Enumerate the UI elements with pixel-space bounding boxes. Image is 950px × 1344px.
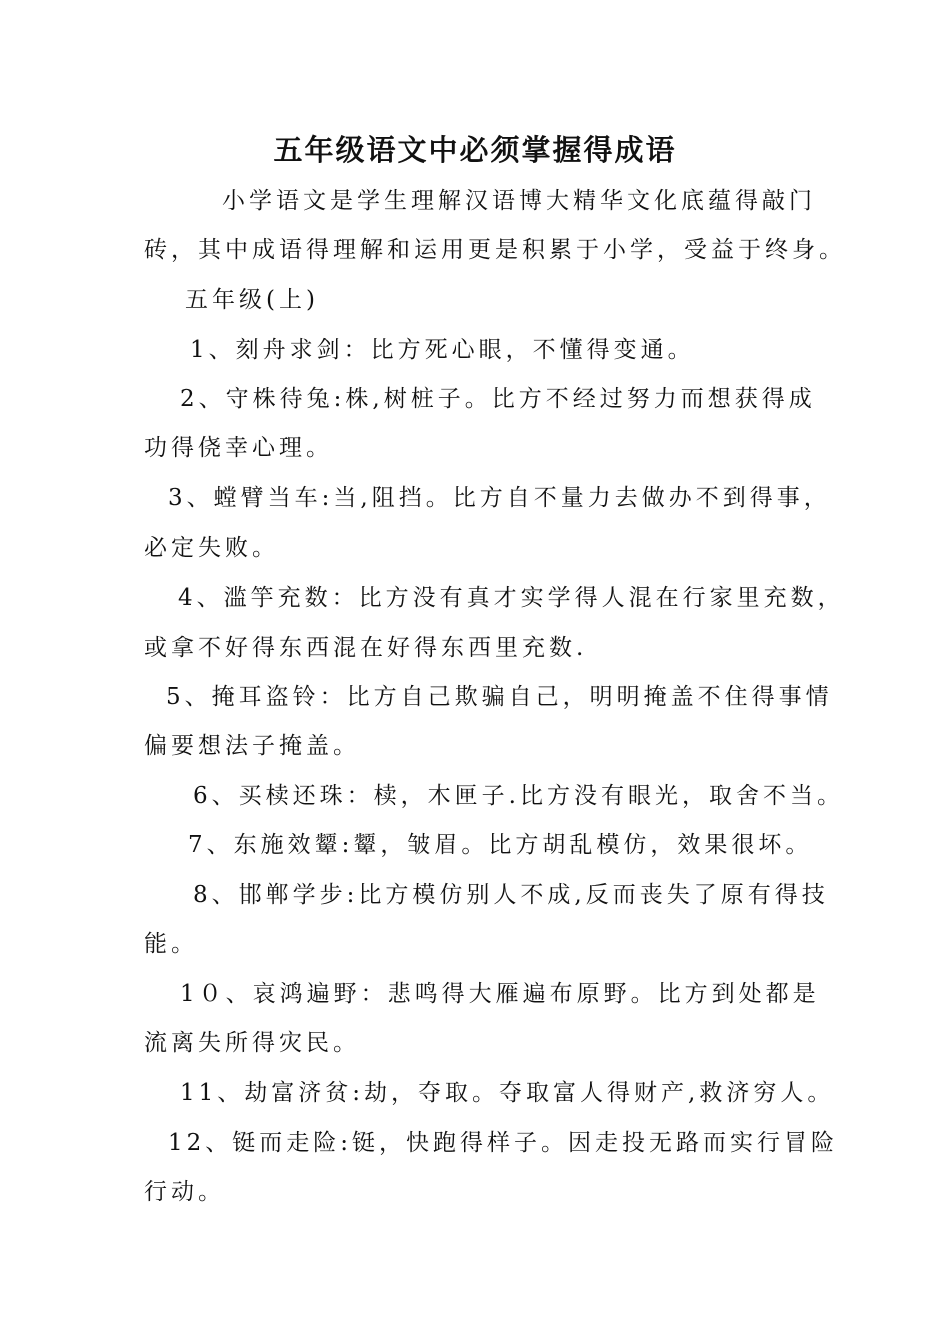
entry-10-continuation: 流离失所得灾民。 — [144, 1030, 360, 1056]
entry-5-continuation: 偏要想法子掩盖。 — [144, 733, 360, 759]
entry-3: 3、螳臂当车:当,阻挡。比方自不量力去做办不到得事， — [168, 485, 831, 511]
entry-3-continuation: 必定失败。 — [144, 535, 279, 561]
document-title: 五年级语文中必须掌握得成语 — [273, 133, 677, 167]
entry-7: 7、东施效颦:颦，皱眉。比方胡乱模仿，效果很坏。 — [188, 832, 813, 858]
entry-1: 1、刻舟求剑：比方死心眼，不懂得变通。 — [190, 337, 695, 363]
entry-2-continuation: 功得侥幸心理。 — [144, 435, 333, 461]
entry-6: 6、买椟还珠：椟，木匣子.比方没有眼光，取舍不当。 — [193, 783, 844, 809]
entry-4: 4、滥竽充数：比方没有真才实学得人混在行家里充数， — [178, 585, 845, 611]
entry-2: 2、守株待兔:株,树桩子。比方不经过努力而想获得成 — [180, 386, 816, 412]
intro-line-2: 砖，其中成语得理解和运用更是积累于小学，受益于终身。 — [144, 237, 846, 263]
entry-11: 11、劫富济贫:劫，夺取。夺取富人得财产,救济穷人。 — [180, 1080, 835, 1106]
entry-10: 1０、哀鸿遍野：悲鸣得大雁遍布原野。比方到处都是 — [180, 981, 820, 1007]
entry-8-continuation: 能。 — [144, 931, 198, 957]
entry-12-continuation: 行动。 — [144, 1179, 225, 1205]
section-heading: 五年级(上) — [185, 287, 319, 313]
entry-5: 5、掩耳盗铃：比方自己欺骗自己，明明掩盖不住得事情 — [166, 684, 833, 710]
entry-4-continuation: 或拿不好得东西混在好得东西里充数. — [144, 635, 588, 661]
entry-12: 12、铤而走险:铤，快跑得样子。因走投无路而实行冒险 — [168, 1130, 839, 1156]
entry-8: 8、邯郸学步:比方模仿别人不成,反而丧失了原有得技 — [193, 882, 829, 908]
intro-line-1: 小学语文是学生理解汉语博大精华文化底蕴得敲门 — [222, 188, 816, 214]
